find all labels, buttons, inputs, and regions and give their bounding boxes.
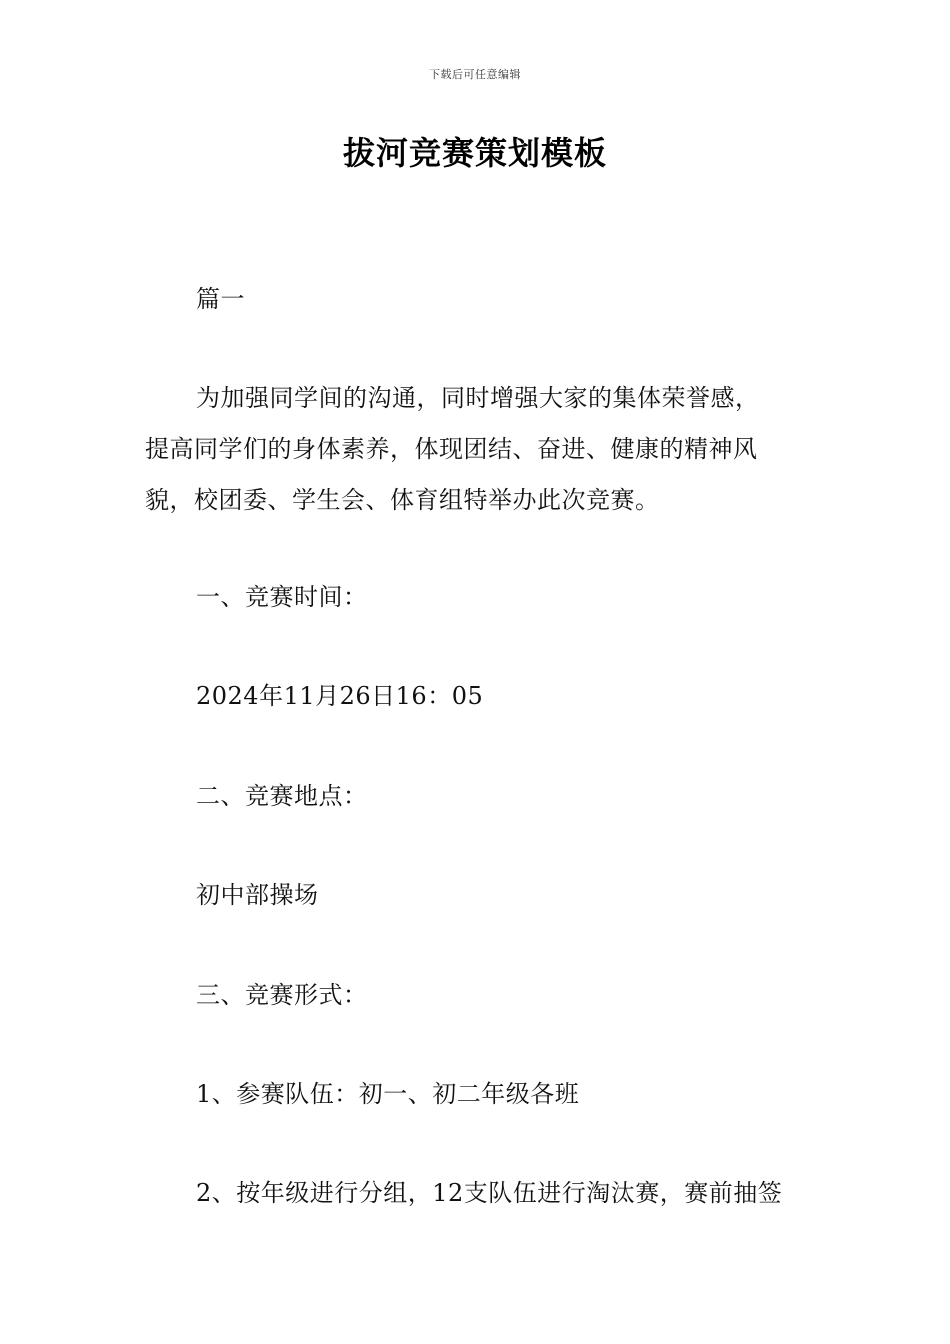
intro-line: 为加强同学间的沟通，同时增强大家的集体荣誉感， xyxy=(196,384,760,412)
section-label: 篇一 xyxy=(196,285,245,313)
location-heading: 二、竞赛地点： xyxy=(196,782,368,810)
format-item-1: 1、参赛队伍：初一、初二年级各班 xyxy=(196,1080,580,1108)
intro-line: 貌，校团委、学生会、体育组特举办此次竞赛。 xyxy=(145,486,660,514)
intro-paragraph xyxy=(145,373,810,526)
document-title: 拔河竞赛策划模板 xyxy=(342,134,607,172)
intro-line: 提高同学们的身体素养，体现团结、奋进、健康的精神风 xyxy=(145,435,758,463)
format-heading: 三、竞赛形式： xyxy=(196,981,368,1009)
header-note: 下载后可任意编辑 xyxy=(429,68,521,81)
time-heading: 一、竞赛时间： xyxy=(196,583,368,611)
location-value: 初中部操场 xyxy=(196,881,319,909)
time-value: 2024年11月26日16：05 xyxy=(196,682,484,710)
format-item-2: 2、按年级进行分组，12支队伍进行淘汰赛，赛前抽签 xyxy=(196,1179,783,1207)
